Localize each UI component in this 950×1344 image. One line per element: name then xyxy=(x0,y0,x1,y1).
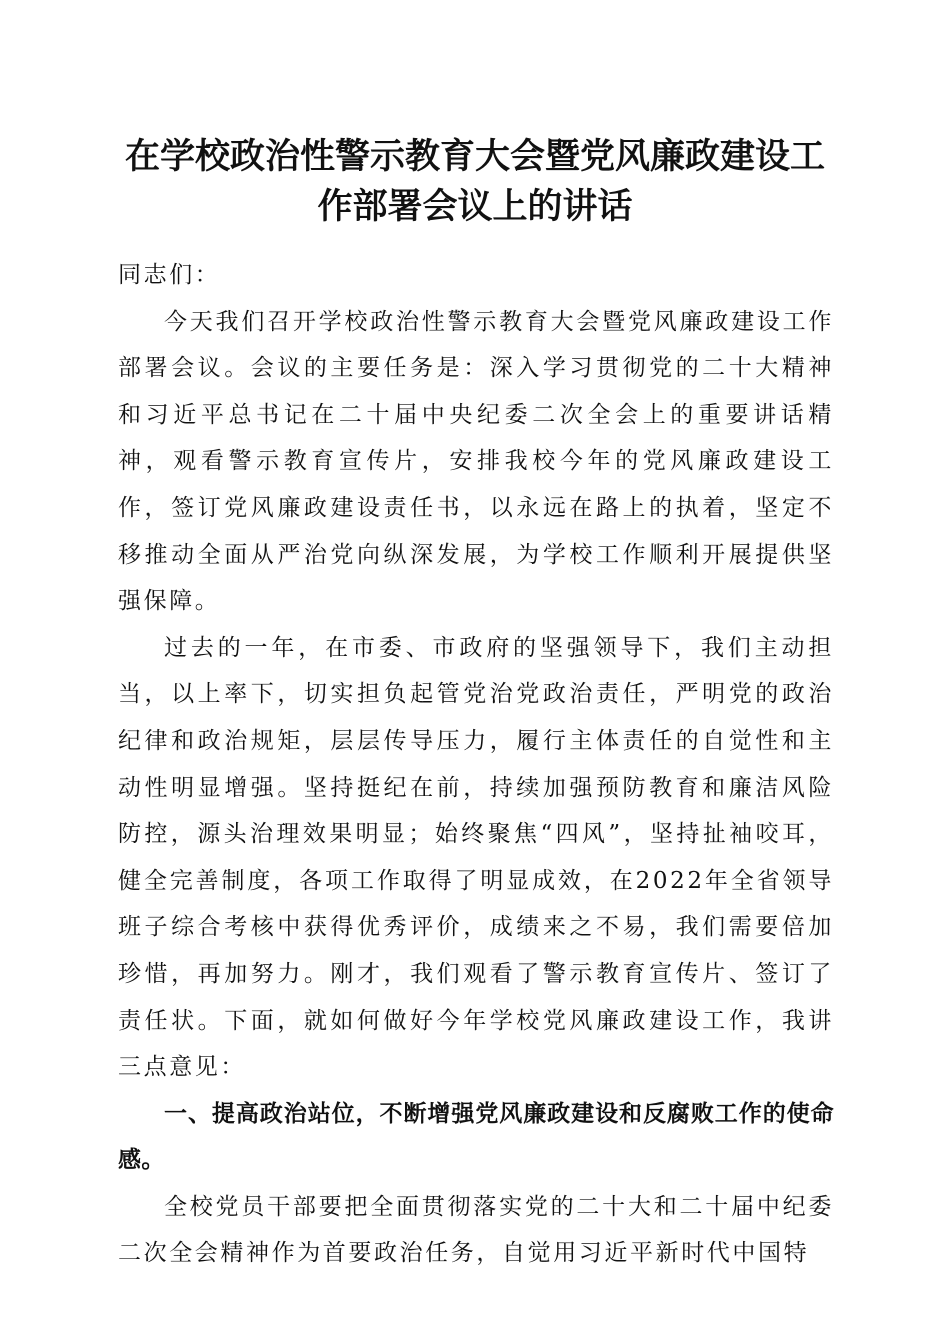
section-heading-1: 一、提高政治站位，不断增强党风廉政建设和反腐败工作的使命感。 xyxy=(118,1100,834,1174)
paragraph-review: 过去的一年，在市委、市政府的坚强领导下，我们主动担当，以上率下，切实担负起管党治党政治责任，严明党的政治纪律和政治规矩，层层传导压力，履行主体责任的自觉性和主动性明显增强。坚持挺纪在前，持续加强预防教育和廉洁风险防控，源头治理效果明显；始终聚焦“四风”，坚持扯袖咬耳，健全完善制度，各项工作取得了明显成效，在2022年全省领导班子综合考核中获得优秀评价，成绩来之不易，我们需要倍加珍惜，再加努力。刚才，我们观看了警示教育宣传片、签订了责任状。下面，就如何做好今年学校党风廉政建设工作，我讲三点意见： xyxy=(118,634,834,1081)
paragraph-section-1: 全校党员干部要把全面贯彻落实党的二十大和二十届中纪委二次全会精神作为首要政治任务，自觉用习近平新时代中国特 xyxy=(118,1193,834,1267)
title-line-1: 在学校政治性警示教育大会暨党风廉政建设工 xyxy=(124,136,825,177)
salutation: 同志们： xyxy=(118,262,221,288)
paragraph-intro: 今天我们召开学校政治性警示教育大会暨党风廉政建设工作部署会议。会议的主要任务是：深入学习贯彻党的二十大精神和习近平总书记在二十届中央纪委二次全会上的重要讲话精神，观看警示教育宣传片，安排我校今年的党风廉政建设工作，签订党风廉政建设责任书，以永远在路上的执着，坚定不移推动全面从严治党向纵深发展，为学校工作顺利开展提供坚强保障。 xyxy=(118,308,834,615)
document-title xyxy=(95,132,855,232)
title-line-2: 作部署会议上的讲话 xyxy=(317,186,633,227)
document-body xyxy=(118,252,834,1277)
